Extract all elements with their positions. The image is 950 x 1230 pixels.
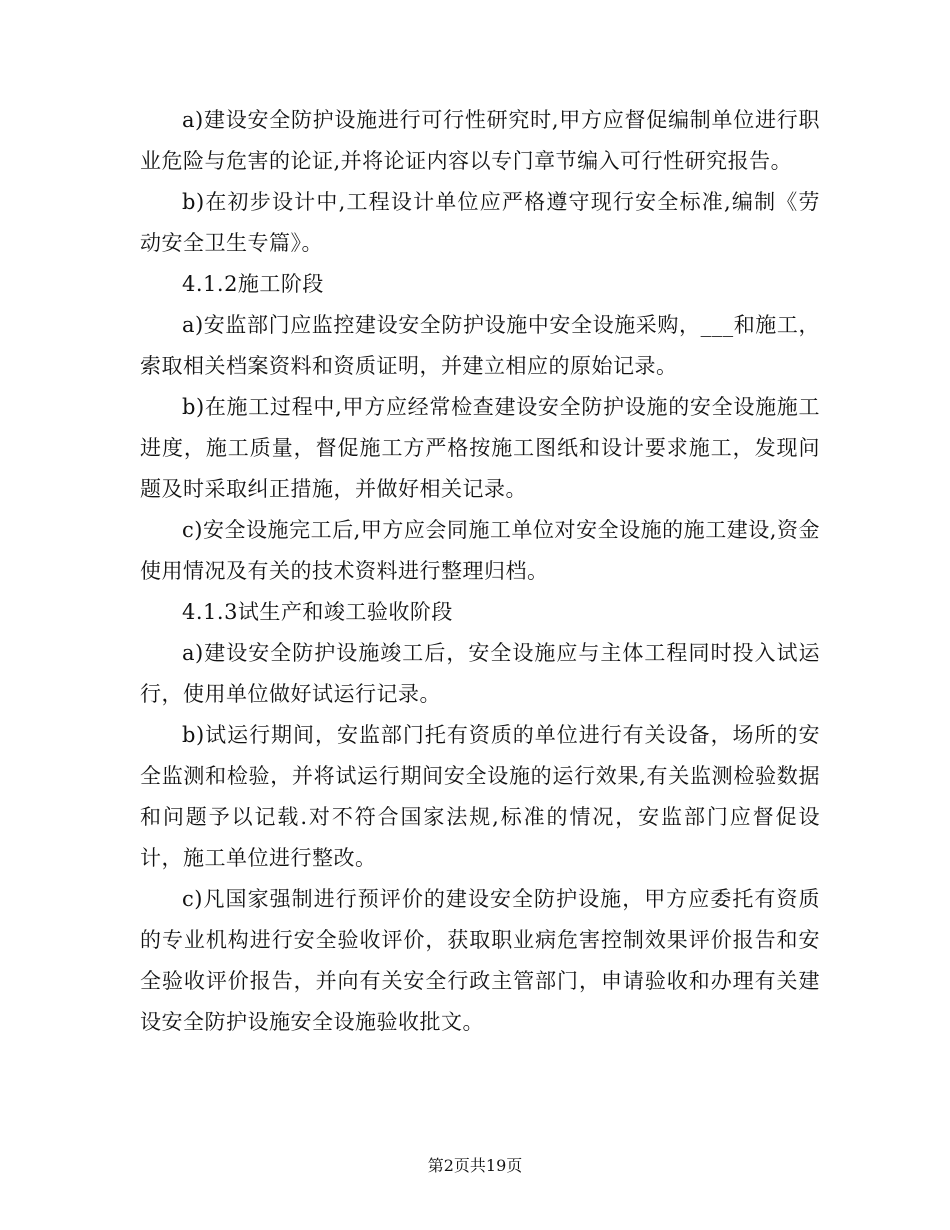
paragraph-acceptance-evaluation: c)凡国家强制进行预评价的建设安全防护设施，甲方应委托有资质的专业机构进行安全验收评价，获取职业病危害控制效果评价报告和安全验收评价报告，并向有关安全行政主管部门，申请验收和办理有关建设安全防护设施安全设施验收批文。 [140,887,820,1034]
paragraph-construction-inspection: b)在施工过程中,甲方应经常检查建设安全防护设施的安全设施施工进度，施工质量，督促施工方严格按施工图纸和设计要求施工，发现问题及时采取纠正措施，并做好相关记录。 [140,395,820,501]
paragraph-feasibility: a)建设安全防护设施进行可行性研究时,甲方应督促编制单位进行职业危险与危害的论证,并将论证内容以专门章节编入可行性研究报告。 [140,108,820,173]
paragraph-archiving: c)安全设施完工后,甲方应会同施工单位对安全设施的施工建设,资金使用情况及有关的技术资料进行整理归档。 [140,518,820,583]
section-heading-construction: 4.1.2施工阶段 [182,272,324,296]
paragraph-trial-run: a)建设安全防护设施竣工后，安全设施应与主体工程同时投入试运行，使用单位做好试运行记录。 [140,641,820,706]
page-number-footer: 第2页共19页 [427,1156,523,1175]
paragraph-procurement-monitoring: a)安监部门应监控建设安全防护设施中安全设施采购，___和施工，索取相关档案资料和资质证明，并建立相应的原始记录。 [140,313,820,378]
paragraph-preliminary-design: b)在初步设计中,工程设计单位应严格遵守现行安全标准,编制《劳动安全卫生专篇》。 [140,190,820,255]
paragraph-trial-monitoring: b)试运行期间，安监部门托有资质的单位进行有关设备，场所的安全监测和检验，并将试运行期间安全设施的运行效果,有关监测检验数据和问题予以记载.对不符合国家法规,标准的情况，安监部门应督促设计，施工单位进行整改。 [140,723,820,870]
section-heading-trial-acceptance: 4.1.3试生产和竣工验收阶段 [182,600,453,624]
document-body [140,100,820,1043]
